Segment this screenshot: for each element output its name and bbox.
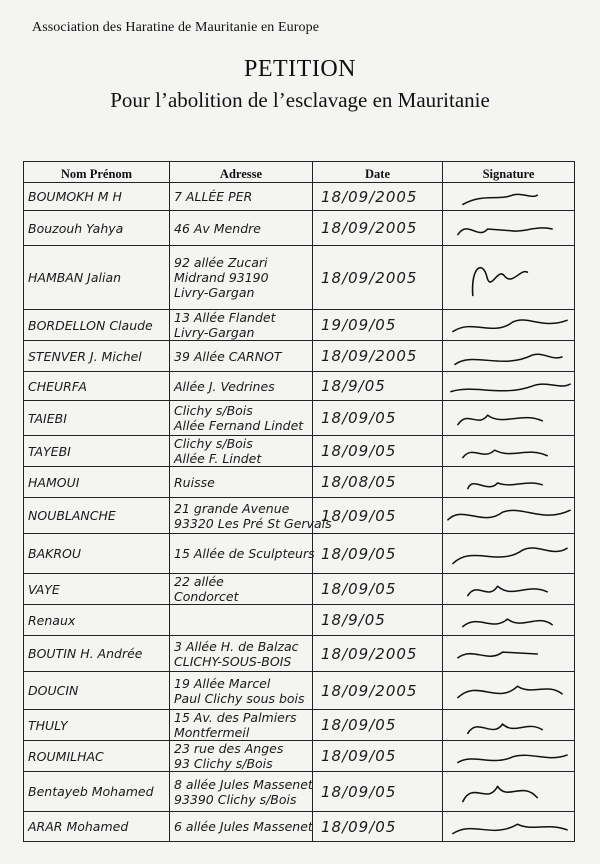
name-cell: Renaux <box>24 605 170 636</box>
signature-stroke <box>468 482 542 488</box>
handwritten-signature <box>443 711 574 739</box>
signature-stroke <box>473 267 528 295</box>
table-row <box>24 372 575 401</box>
signature-stroke <box>453 547 567 563</box>
handwritten-signature <box>443 637 574 671</box>
address-line: 92 allée Zucari <box>174 255 268 270</box>
name-cell: TAIEBI <box>24 401 170 436</box>
signature-stroke <box>458 755 567 762</box>
table-row <box>24 183 575 211</box>
address-cell <box>170 636 313 672</box>
name-cell: CHEURFA <box>24 372 170 401</box>
address-line: 15 Allée de Sculpteurs <box>174 546 315 561</box>
address-cell <box>170 401 313 436</box>
address-cell <box>170 372 313 401</box>
table-row <box>24 310 575 341</box>
signature-stroke <box>468 586 547 595</box>
address-line: Livry-Gargan <box>174 285 255 300</box>
name-cell: Bentayeb Mohamed <box>24 772 170 812</box>
table-row <box>24 672 575 710</box>
address-cell <box>170 710 313 741</box>
table-row <box>24 636 575 672</box>
handwritten-signature <box>443 575 574 604</box>
address-cell <box>170 741 313 772</box>
name-cell: BOUTIN H. Andrée <box>24 636 170 672</box>
date-cell: 18/09/2005 <box>313 672 443 710</box>
signature-stroke <box>453 320 567 332</box>
date-cell: 18/09/2005 <box>313 636 443 672</box>
date-cell: 18/09/05 <box>313 710 443 741</box>
address-line: 3 Allée H. de Balzac <box>174 638 299 654</box>
address-cell <box>170 605 313 636</box>
column-header-address: Adresse <box>170 162 313 183</box>
date-cell: 18/08/05 <box>313 467 443 498</box>
date-cell: 18/09/05 <box>313 401 443 436</box>
handwritten-signature <box>443 402 574 435</box>
handwritten-signature <box>443 813 574 841</box>
signature-cell <box>443 534 575 574</box>
table-row <box>24 211 575 246</box>
handwritten-signature <box>443 673 574 709</box>
organization-name: Association des Haratine de Mauritanie en Europe <box>32 20 320 35</box>
signature-cell <box>443 372 575 401</box>
handwritten-signature <box>443 247 574 309</box>
handwritten-signature <box>443 311 574 339</box>
address-cell <box>170 672 313 710</box>
table-row <box>24 772 575 812</box>
address-line: Allée J. Vedrines <box>174 378 275 394</box>
signature-cell <box>443 498 575 534</box>
date-cell: 19/09/05 <box>313 310 443 341</box>
signature-cell <box>443 401 575 436</box>
name-cell: BAKROU <box>24 534 170 574</box>
address-cell <box>170 436 313 467</box>
address-line: Livry-Gargan <box>174 325 255 340</box>
address-line: 39 Allée CARNOT <box>174 348 282 364</box>
name-cell: STENVER J. Michel <box>24 341 170 372</box>
table-row <box>24 605 575 636</box>
signature-stroke <box>458 227 552 234</box>
table-row <box>24 246 575 310</box>
address-cell <box>170 772 313 812</box>
date-cell: 18/09/2005 <box>313 246 443 310</box>
table-body <box>24 183 575 842</box>
signature-stroke <box>463 450 547 457</box>
address-line: Clichy s/Bois <box>174 436 253 451</box>
signature-stroke <box>458 415 542 424</box>
name-cell: ROUMILHAC <box>24 741 170 772</box>
table-header-row <box>24 162 575 183</box>
signature-stroke <box>448 510 570 519</box>
signature-cell <box>443 605 575 636</box>
signature-stroke <box>451 384 570 391</box>
name-cell: ARAR Mohamed <box>24 812 170 842</box>
date-cell: 18/09/05 <box>313 534 443 574</box>
date-cell: 18/9/05 <box>313 372 443 401</box>
signature-cell <box>443 636 575 672</box>
date-cell: 18/9/05 <box>313 605 443 636</box>
date-cell: 18/09/05 <box>313 498 443 534</box>
petition-subtitle: Pour l’abolition de l’esclavage en Mauritanie <box>110 88 490 112</box>
column-header-name: Nom Prénom <box>24 162 170 183</box>
handwritten-signature <box>443 499 574 533</box>
name-cell: BOUMOKH M H <box>24 183 170 211</box>
address-line: 93320 Les Pré St Gervais <box>174 515 332 531</box>
date-cell: 18/09/05 <box>313 741 443 772</box>
handwritten-signature <box>443 535 574 573</box>
name-cell: DOUCIN <box>24 672 170 710</box>
date-cell: 18/09/05 <box>313 574 443 605</box>
signature-cell <box>443 574 575 605</box>
signature-stroke <box>468 724 542 733</box>
address-line: Allée Fernand Lindet <box>174 418 304 433</box>
signature-stroke <box>463 786 537 801</box>
name-cell: HAMBAN Jalian <box>24 246 170 310</box>
table-row <box>24 534 575 574</box>
signature-cell <box>443 772 575 812</box>
name-cell: TAYEBI <box>24 436 170 467</box>
table-row <box>24 436 575 467</box>
address-cell <box>170 341 313 372</box>
table-row <box>24 710 575 741</box>
signature-stroke <box>463 619 552 626</box>
signature-cell <box>443 741 575 772</box>
signature-stroke <box>453 824 567 833</box>
date-cell: 18/09/2005 <box>313 341 443 372</box>
table-row <box>24 498 575 534</box>
table-row <box>24 812 575 842</box>
address-cell <box>170 211 313 246</box>
name-cell: Bouzouh Yahya <box>24 211 170 246</box>
address-cell <box>170 812 313 842</box>
signature-cell <box>443 183 575 211</box>
address-line: 8 allée Jules Massenet <box>174 776 313 792</box>
signature-cell <box>443 467 575 498</box>
name-cell: HAMOUI <box>24 467 170 498</box>
signature-cell <box>443 310 575 341</box>
handwritten-signature <box>443 342 574 371</box>
address-cell <box>170 498 332 534</box>
signature-stroke <box>458 652 537 658</box>
handwritten-signature <box>443 742 574 770</box>
name-cell: THULY <box>24 710 170 741</box>
address-line: 21 grande Avenue <box>174 500 290 516</box>
address-line: 15 Av. des Palmiers <box>174 710 297 725</box>
address-line: Condorcet <box>174 589 239 604</box>
address-line: 7 ALLÉE PER <box>174 189 253 204</box>
column-header-date: Date <box>313 162 443 183</box>
address-cell <box>170 183 313 211</box>
handwritten-signature <box>443 468 574 497</box>
petition-table <box>23 161 575 842</box>
signature-cell <box>443 812 575 842</box>
signature-cell <box>443 436 575 467</box>
handwritten-signature <box>443 773 574 811</box>
table-row <box>24 341 575 372</box>
address-line: 23 rue des Anges <box>174 741 284 756</box>
signature-stroke <box>463 194 537 204</box>
address-line: Allée F. Lindet <box>174 451 262 466</box>
date-cell: 18/09/05 <box>313 772 443 812</box>
date-cell: 18/09/2005 <box>313 211 443 246</box>
address-cell <box>170 534 313 574</box>
name-cell: BORDELLON Claude <box>24 310 170 341</box>
signature-cell <box>443 211 575 246</box>
handwritten-signature <box>443 184 574 210</box>
signature-cell <box>443 672 575 710</box>
address-cell <box>170 246 313 310</box>
signature-stroke <box>458 686 562 697</box>
address-line: CLICHY-SOUS-BOIS <box>174 653 292 669</box>
name-cell: NOUBLANCHE <box>24 498 170 534</box>
signature-cell <box>443 341 575 372</box>
handwritten-signature <box>443 437 574 466</box>
address-line: Midrand 93190 <box>174 270 269 285</box>
address-line: 93390 Clichy s/Bois <box>174 791 297 807</box>
handwritten-signature <box>443 373 574 400</box>
address-line: Montfermeil <box>174 725 250 740</box>
table-row <box>24 401 575 436</box>
address-cell <box>170 574 313 605</box>
handwritten-signature <box>443 212 574 245</box>
address-line: 13 Allée Flandet <box>174 310 276 325</box>
name-cell: VAYE <box>24 574 170 605</box>
address-line: Ruisse <box>174 474 215 490</box>
address-line: 93 Clichy s/Bois <box>174 756 273 771</box>
address-cell <box>170 310 313 341</box>
table-row <box>24 574 575 605</box>
signature-cell <box>443 246 575 310</box>
signature-cell <box>443 710 575 741</box>
address-line: 6 allée Jules Massenet <box>174 819 313 834</box>
address-line: 22 allée <box>174 574 224 589</box>
address-line: 46 Av Mendre <box>174 220 261 236</box>
date-cell: 18/09/2005 <box>313 183 443 211</box>
address-cell <box>170 467 313 498</box>
address-line: 19 Allée Marcel <box>174 675 271 691</box>
table-row <box>24 741 575 772</box>
table-row <box>24 467 575 498</box>
signature-stroke <box>455 354 562 364</box>
date-cell: 18/09/05 <box>313 436 443 467</box>
petition-title: PETITION <box>244 56 356 82</box>
handwritten-signature <box>443 606 574 635</box>
date-cell: 18/09/05 <box>313 812 443 842</box>
address-line: Paul Clichy sous bois <box>174 690 305 706</box>
address-line: Clichy s/Bois <box>174 403 253 418</box>
column-header-signature: Signature <box>443 162 575 183</box>
